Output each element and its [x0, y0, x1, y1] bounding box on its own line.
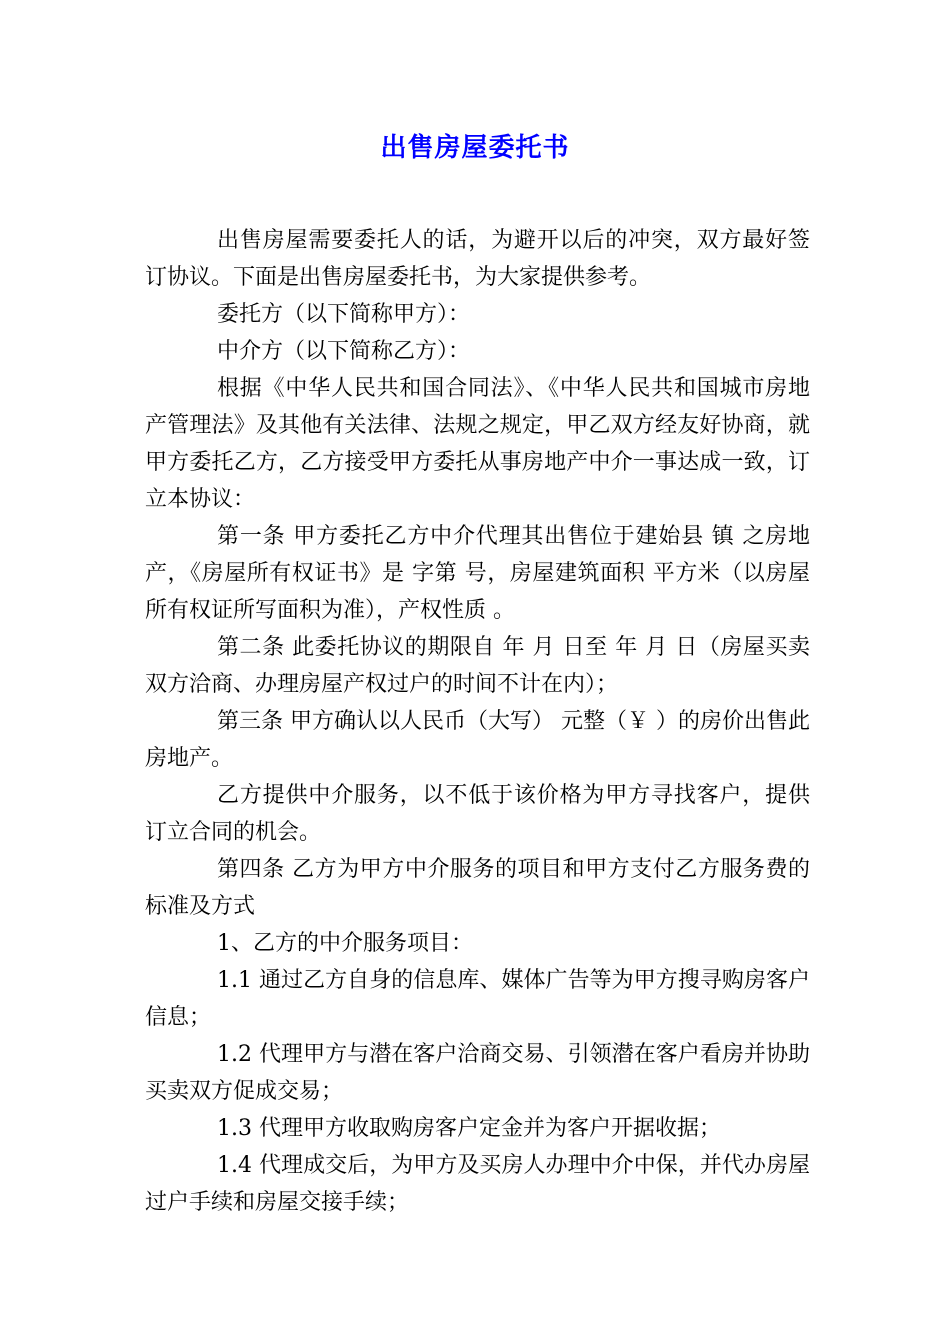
document-title: 出售房屋委托书	[380, 133, 570, 163]
paragraph-service-items: 1、乙方的中介服务项目：	[217, 931, 473, 956]
paragraph-item-1-3: 1.3 代理甲方收取购房客户定金并为客户开据收据；	[217, 1116, 721, 1141]
paragraph-principal: 委托方（以下简称甲方）：	[217, 302, 471, 327]
paragraph-intro: 出售房屋需要委托人的话，为避开以后的冲突，双方最好签订协议。下面是出售房屋委托书，为大家提供参考。	[145, 228, 810, 290]
paragraph-item-1-1: 1.1 通过乙方自身的信息库、媒体广告等为甲方搜寻购房客户信息；	[145, 968, 810, 1030]
paragraph-item-1-2: 1.2 代理甲方与潜在客户洽商交易、引领潜在客户看房并协助买卖双方促成交易；	[145, 1042, 810, 1104]
paragraph-article-1: 第一条 甲方委托乙方中介代理其出售位于建始县 镇 之房地产，《房屋所有权证书》是 字第 号，房屋建筑面积 平方米（以房屋所有权证所写面积为准），产权性质 。	[145, 524, 810, 623]
paragraph-agent: 中介方（以下简称乙方）：	[217, 339, 471, 364]
document-body	[145, 222, 810, 1221]
paragraph-item-1-4: 1.4 代理成交后，为甲方及买房人办理中介中保，并代办房屋过户手续和房屋交接手续；	[145, 1153, 810, 1215]
paragraph-agent-service: 乙方提供中介服务，以不低于该价格为甲方寻找客户，提供订立合同的机会。	[145, 783, 810, 845]
paragraph-article-4: 第四条 乙方为甲方中介服务的项目和甲方支付乙方服务费的标准及方式	[145, 857, 810, 919]
paragraph-legal-basis: 根据《中华人民共和国合同法》、《中华人民共和国城市房地产管理法》及其他有关法律、法规之规定，甲乙双方经友好协商，就甲方委托乙方，乙方接受甲方委托从事房地产中介一事达成一致，订立本协议：	[145, 376, 810, 512]
paragraph-article-3: 第三条 甲方确认以人民币（大写） 元整（￥ ）的房价出售此房地产。	[145, 709, 810, 771]
paragraph-article-2: 第二条 此委托协议的期限自 年 月 日至 年 月 日（房屋买卖双方洽商、办理房屋产权过户的时间不计在内）；	[145, 635, 810, 697]
